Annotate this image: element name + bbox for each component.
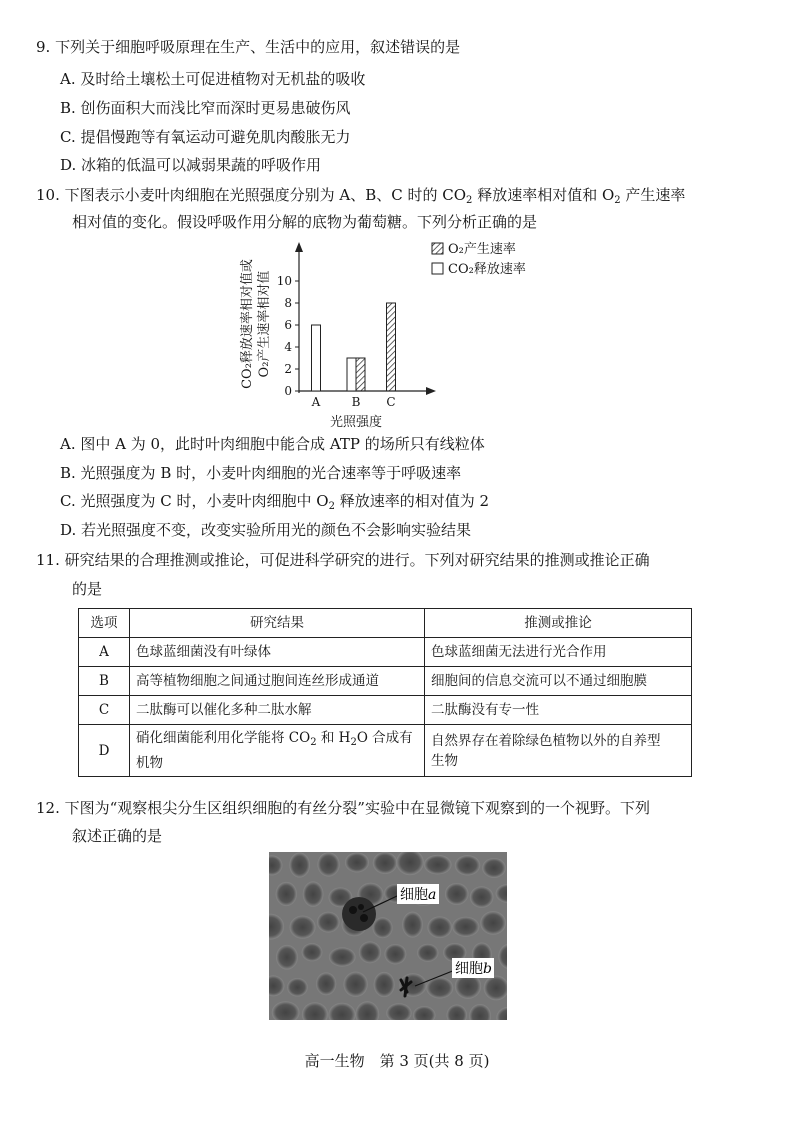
q9-stem: 9. 下列关于细胞呼吸原理在生产、生活中的应用，叙述错误的是: [36, 38, 461, 56]
cell-nucleus: [480, 911, 506, 935]
table-header-row: [79, 609, 692, 638]
row-result: 高等植物细胞之间通过胞间连丝形成通道: [130, 667, 425, 696]
q11-stem-line1: 11. 研究结果的合理推测或推论，可促进科学研究的进行。下列对研究结果的推测或推论正确: [36, 551, 650, 569]
cell-nucleus: [384, 944, 406, 964]
table-row: [79, 725, 692, 777]
page-footer: 高一生物 第 3 页(共 8 页): [304, 1052, 490, 1070]
cell-nucleus: [302, 943, 323, 961]
y-tick-label: 2: [284, 362, 292, 376]
micrograph-drawing: [269, 852, 507, 1020]
q9-option-d: D. 冰箱的低温可以减弱果蔬的呼吸作用: [60, 156, 322, 174]
cell-nucleus: [402, 912, 423, 938]
y-tick-label: 4: [284, 340, 292, 354]
cell-nucleus: [276, 882, 297, 906]
cell-nucleus: [287, 978, 308, 997]
q10-stem-line2: 相对值的变化。假设呼吸作用分解的底物为葡萄糖。下列分析正确的是: [72, 213, 538, 231]
cell-nucleus: [445, 883, 469, 905]
cell-nucleus: [455, 855, 480, 875]
header-option: 选项: [79, 609, 130, 638]
cell-nucleus: [303, 881, 324, 906]
bar-co2-A: [312, 325, 321, 391]
cell-nucleus: [482, 858, 506, 878]
cell-nucleus: [290, 916, 316, 939]
cell-nucleus: [329, 947, 356, 966]
q11-stem-line2: 的是: [72, 580, 103, 598]
y-axis-arrow: [295, 242, 303, 252]
row-option: C: [79, 696, 130, 725]
cell-nucleus: [316, 972, 336, 995]
q10-option-b: B. 光照强度为 B 时，小麦叶肉细胞的光合速率等于呼吸速率: [60, 464, 462, 482]
cell-nucleus: [317, 912, 340, 933]
legend-label-co2: CO₂释放速率: [448, 262, 526, 277]
q10-option-d: D. 若光照强度不变，改变实验所用光的颜色不会影响实验结果: [60, 521, 472, 539]
x-tick-label-B: B: [351, 395, 361, 409]
x-axis-arrow: [426, 387, 436, 395]
cell-a-chromosomes: [342, 897, 376, 931]
cell-nucleus: [317, 852, 339, 876]
row-result: 色球蓝细菌没有叶绿体: [130, 638, 425, 667]
row-inference: 自然界存在着除绿色植物以外的自养型 生物: [425, 725, 692, 777]
q9-option-a: A. 及时给土壤松土可促进植物对无机盐的吸收: [60, 70, 366, 88]
q10-option-c: C. 光照强度为 C 时，小麦叶肉细胞中 $O_2$ 释放速率的相对值为 2: [60, 492, 490, 512]
legend-swatch-o2: [432, 243, 443, 254]
row-option: B: [79, 667, 130, 696]
q12-stem-line2: 叙述正确的是: [72, 827, 163, 845]
row-result: 二肽酶可以催化多种二肽水解: [130, 696, 425, 725]
cell-nucleus: [417, 944, 438, 962]
cell-nucleus: [343, 972, 367, 997]
row-inference: 二肽酶没有专一性: [425, 696, 692, 725]
y-tick-label: 10: [276, 274, 292, 288]
y-tick-label: 0: [284, 384, 292, 398]
micrograph-image: [269, 852, 507, 1020]
x-tick-label-A: A: [311, 395, 321, 409]
cell-nucleus: [452, 917, 479, 937]
cell-nucleus: [359, 941, 381, 963]
label-cell-b: 细胞b: [455, 961, 492, 977]
cell-nucleus: [470, 886, 494, 908]
bar-o2-B: [356, 358, 365, 391]
x-axis-label: 光照强度: [329, 415, 383, 430]
row-inference: 色球蓝细菌无法进行光合作用: [425, 638, 692, 667]
header-result: 研究结果: [130, 609, 425, 638]
q9-option-c: C. 提倡慢跑等有氧运动可避免肌肉酸胀无力: [60, 128, 351, 146]
header-inference: 推测或推论: [425, 609, 692, 638]
bar-co2-B: [347, 358, 356, 391]
q11-table: [78, 608, 692, 777]
cell-nucleus: [373, 852, 397, 874]
q10-bar-chart: [238, 236, 538, 436]
row-option: A: [79, 638, 130, 667]
y-tick-label: 6: [284, 318, 292, 332]
legend-label-o2: O₂产生速率: [448, 242, 516, 257]
q10-stem-line1: 10. 下图表示小麦叶肉细胞在光照强度分别为 A、B、C 时的 $CO_2$ 释放速率相对值和 $O_2$ 产生速率: [36, 186, 686, 206]
cell-nucleus: [424, 855, 452, 875]
cell-nucleus: [276, 945, 298, 970]
row-inference: 细胞间的信息交流可以不通过细胞膜: [425, 667, 692, 696]
y-axis-label-2: O₂产生速率相对值: [257, 270, 272, 378]
cell-nucleus: [345, 853, 369, 873]
cell-nucleus: [374, 972, 395, 997]
q9-option-b: B. 创伤面积大而浅比窄而深时更易患破伤风: [60, 99, 351, 117]
y-axis-label-1: CO₂释放速率相对值或: [240, 259, 255, 389]
x-tick-label-C: C: [386, 395, 396, 409]
table-row: [79, 638, 692, 667]
row-result: 硝化细菌能利用化学能将 $CO_2$ 和 $H_2O$ 合成有 机物: [130, 725, 425, 777]
q10-option-a: A. 图中 A 为 0，此时叶肉细胞中能合成 ATP 的场所只有线粒体: [60, 435, 485, 453]
row-option: D: [79, 725, 130, 777]
table-row: [79, 696, 692, 725]
y-tick-label: 8: [284, 296, 292, 310]
q12-stem-line1: 12. 下图为“观察根尖分生区组织细胞的有丝分裂”实验中在显微镜下观察到的一个视野。下列: [36, 799, 650, 817]
cell-nucleus: [427, 916, 452, 938]
legend-swatch-co2: [432, 263, 443, 274]
label-cell-a: 细胞a: [400, 887, 437, 903]
bar-o2-C: [387, 303, 396, 391]
cell-nucleus: [289, 853, 310, 878]
cell-nucleus: [373, 917, 393, 938]
table-row: [79, 667, 692, 696]
